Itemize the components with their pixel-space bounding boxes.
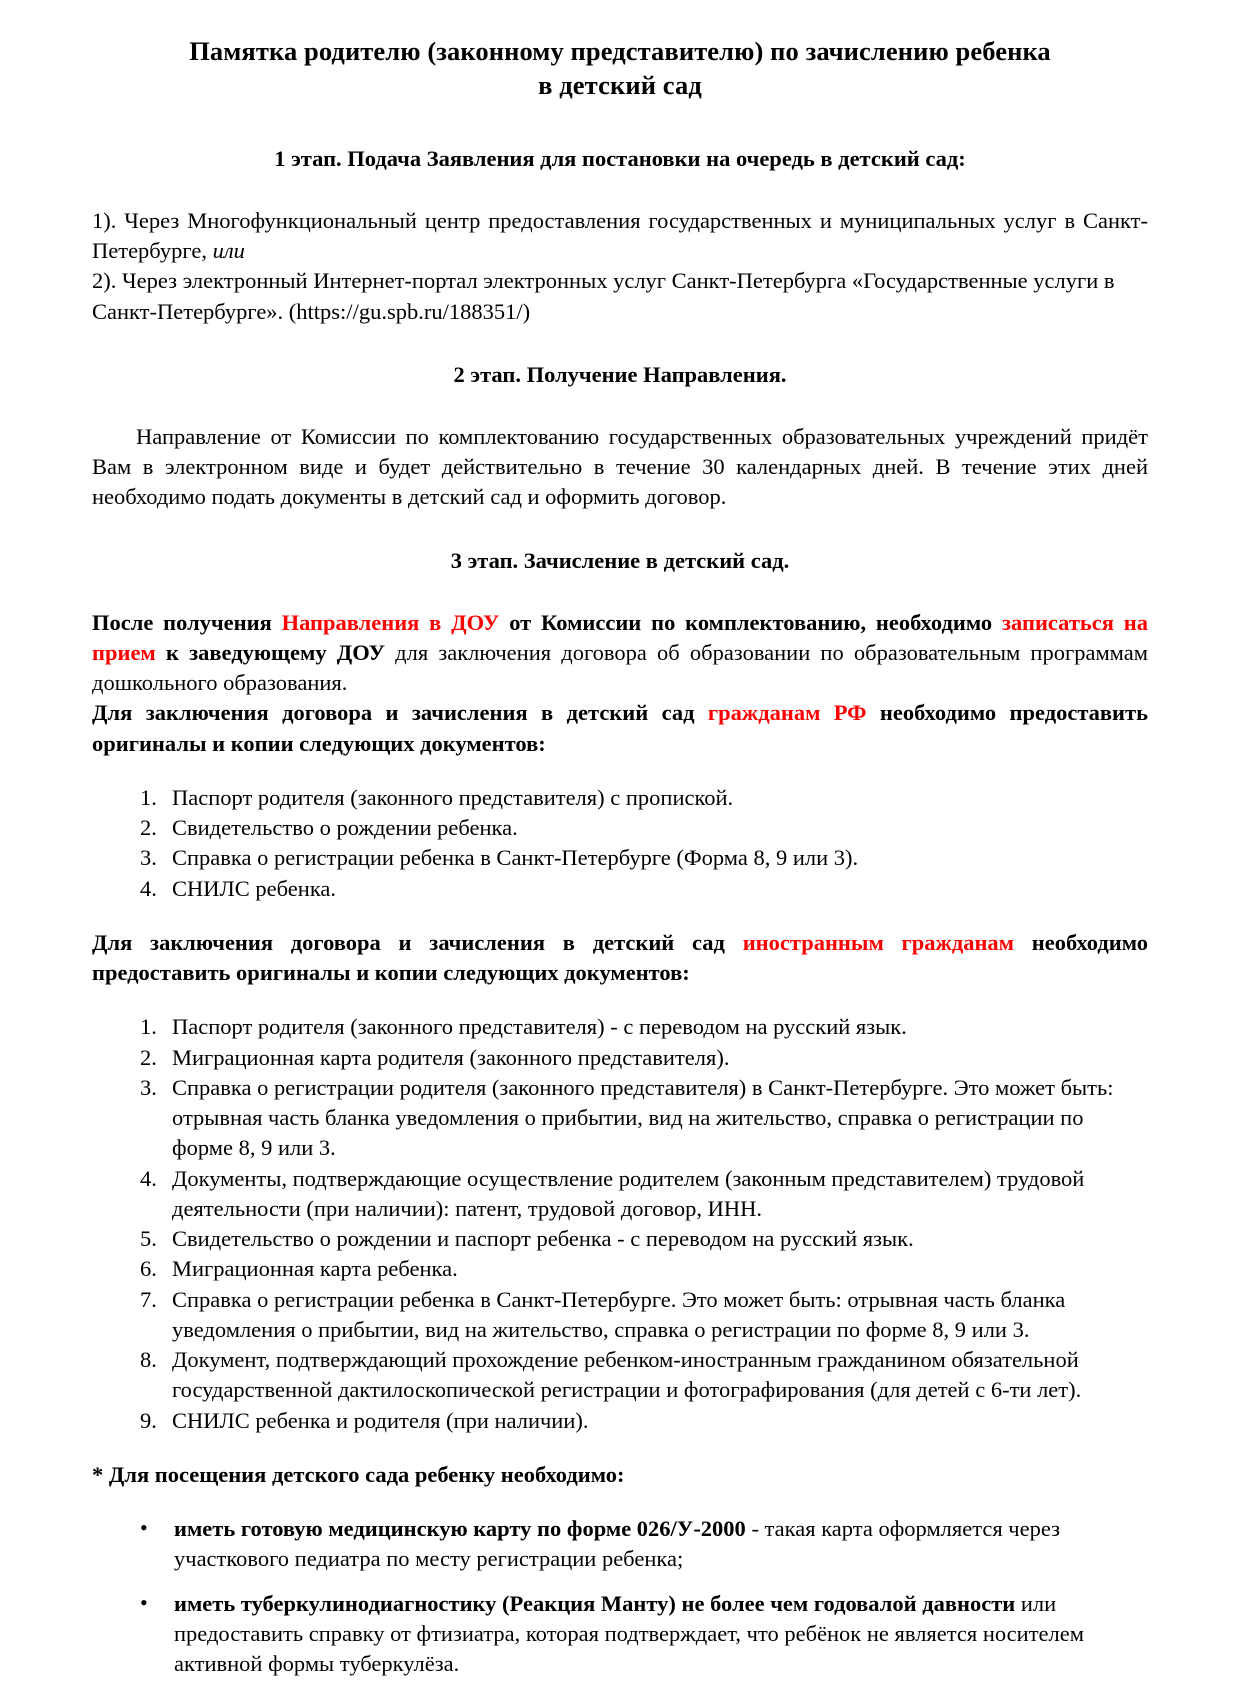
spacer [92, 1490, 1148, 1514]
rf-documents-list [92, 783, 1148, 904]
stage-3-intro-paragraph [92, 608, 1148, 699]
footnote-bullet-list [92, 1514, 1148, 1679]
spacer [92, 388, 1148, 422]
rf-section-heading-highlight: гражданам РФ [707, 700, 867, 726]
spacer [92, 513, 1148, 547]
stage-1-option-1 [92, 206, 1148, 267]
foreign-section-heading [92, 928, 1148, 989]
foreign-section-heading-highlight: иностранным гражданам [742, 929, 1015, 955]
stage-3-intro-tail: для заключения договора об образовании по образовательным программам дошкольного образования. [92, 639, 1148, 696]
stage-1-option-1-text: 1). Через Многофункциональный центр предоставления государственных и муниципальных услуг в Санкт-Петербурге, [92, 207, 1148, 264]
footnote-bullet-1-bold: иметь готовую медицинскую карту по форме 026/У-2000 [174, 1516, 746, 1542]
spacer [92, 759, 1148, 783]
list-item: Справка о регистрации ребенка в Санкт-Петербурге. Это может быть: отрывная часть бланка уведомления о прибытии, вид на жительство, справка о регистрации по форме 8, 9 или 3. [172, 1286, 1066, 1342]
list-item: СНИЛС ребенка. [172, 875, 337, 901]
stage-1-option-2: 2). Через электронный Интернет-портал электронных услуг Санкт-Петербурга «Государственные услуги в Санкт-Петербурге». (https://gu.spb.ru/188351/) [92, 268, 1115, 324]
spacer [92, 904, 1148, 928]
footnote-heading: * Для посещения детского сада ребенку необходимо: [92, 1461, 625, 1487]
stage-3-intro-highlight-1: Направления в ДОУ [281, 609, 500, 635]
foreign-section-heading-part-1: Для заключения договора и зачисления в детский сад [92, 929, 743, 955]
footnote-bullet-2-rest: или предоставить справку от фтизиатра, которая подтверждает, что ребёнок не является носителем активной формы туберкулёза. [174, 1590, 1084, 1677]
foreign-section-heading-part-2: необходимо предоставить оригиналы и копии следующих документов: [92, 929, 1148, 986]
list-item [92, 1589, 1148, 1680]
list-item: Документы, подтверждающие осуществление родителем (законным представителем) трудовой деятельности (при наличии): патент, трудовой договор, ИНН. [172, 1165, 1085, 1221]
stage-3-heading: 3 этап. Зачисление в детский сад. [450, 547, 790, 573]
list-item: Справка о регистрации ребенка в Санкт-Петербурге (Форма 8, 9 или 3). [172, 845, 859, 871]
list-item: Миграционная карта ребенка. [172, 1256, 458, 1282]
stage-2-heading: 2 этап. Получение Направления. [453, 361, 787, 387]
list-item: Миграционная карта родителя (законного представителя). [172, 1044, 730, 1070]
spacer [92, 1436, 1148, 1460]
spacer [92, 988, 1148, 1012]
page-title-line-2: в детский сад [538, 70, 702, 101]
rf-section-heading [92, 698, 1148, 759]
stage-1-heading: 1 этап. Подача Заявления для постановки на очередь в детский сад: [274, 145, 966, 171]
list-item: Паспорт родителя (законного представителя) - с переводом на русский язык. [172, 1014, 907, 1040]
stage-1-option-1-or: или [212, 238, 245, 264]
stage-3-intro-part-2: от Комиссии по комплектованию, необходимо [499, 609, 1002, 635]
spacer [92, 103, 1148, 145]
list-item: Паспорт родителя (законного представителя) с пропиской. [172, 784, 734, 810]
list-item: СНИЛС ребенка и родителя (при наличии). [172, 1407, 589, 1433]
rf-section-heading-part-1: Для заключения договора и зачисления в детский сад [92, 700, 708, 726]
spacer [92, 327, 1148, 361]
list-item: Справка о регистрации родителя (законного представителя) в Санкт-Петербурге. Это может быть: отрывная часть бланка уведомления о прибытии, вид на жительство, справка о регистрации по форме 8, 9 или 3. [172, 1074, 1114, 1161]
stage-2-paragraph: Направление от Комиссии по комплектованию государственных образовательных учреждений придёт Вам в электронном виде и будет действительно в течение 30 календарных дней. В течение этих дней необходимо подать документы в детский сад и оформить договор. [92, 423, 1148, 510]
list-item: Свидетельство о рождении и паспорт ребенка - с переводом на русский язык. [172, 1226, 914, 1252]
list-item: Свидетельство о рождении ребенка. [172, 815, 518, 841]
stage-3-intro-part-1: После получения [92, 609, 282, 635]
stage-3-intro-highlight-2: записаться на прием [92, 609, 1148, 665]
page-title-line-1: Памятка родителю (законному представителю) по зачислению ребенка [189, 36, 1051, 66]
footnote-bullet-2-bold: иметь туберкулинодиагностику (Реакция Манту) не более чем годовалой давности [174, 1590, 1016, 1616]
rf-section-heading-part-2: необходимо предоставить оригиналы и копии следующих документов: [92, 700, 1148, 756]
spacer [92, 172, 1148, 206]
footnote-bullet-1-rest: - такая карта оформляется через участкового педиатра по месту регистрации ребенка; [174, 1516, 1061, 1572]
page-title [92, 34, 1148, 103]
spacer [92, 574, 1148, 608]
stage-3-intro-part-3: к заведующему ДОУ [155, 639, 396, 665]
list-item: Документ, подтверждающий прохождение ребенком-иностранным гражданином обязательной государственной дактилоскопической регистрации и фотографирования (для детей с 6-ти лет). [172, 1347, 1082, 1403]
list-item [92, 1514, 1148, 1575]
foreign-documents-list [92, 1012, 1148, 1436]
